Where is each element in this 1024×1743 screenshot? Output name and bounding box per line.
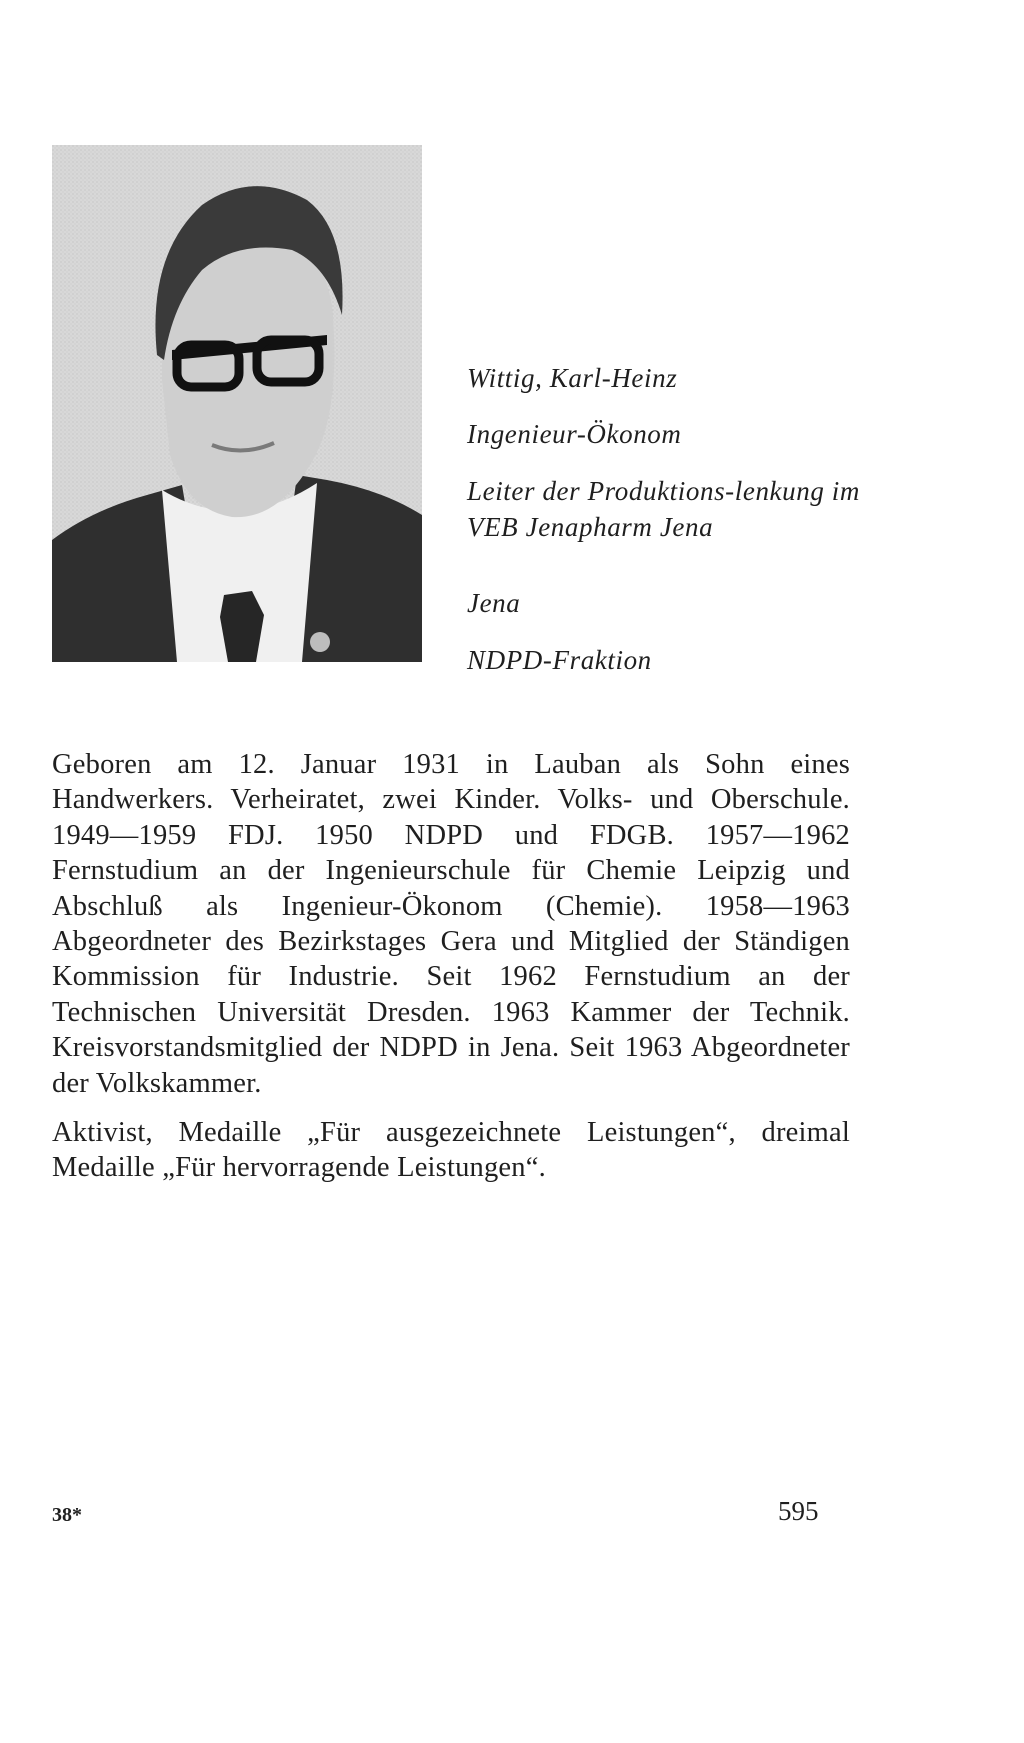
biography-paragraph: Geboren am 12. Januar 1931 in Lauban als Sohn eines Handwerkers. Verheiratet, zwei Kinder. Volks- und Oberschule. 1949—1959 FDJ. 1950 NDPD und FDGB. 1957—1962 Fernstudium an der Ingenieurschule für Chemie Leipzig und Abschluß als Ingenieur-Ökonom (Chemie). 1958—1963 Abgeordneter des Bezirkstages Gera und Mitglied der Ständigen Kommission für Industrie. Seit 1962 Fernstudium an der Technischen Universität Dresden. 1963 Kammer der Technik. Kreisvorstandsmitglied der NDPD in Jena. Seit 1963 Abgeordneter der Volkskammer.: [52, 749, 850, 1099]
portrait-photo: [52, 145, 422, 662]
person-place: Jena: [467, 588, 521, 618]
page-number: 595: [778, 1496, 819, 1526]
person-faction: NDPD-Fraktion: [467, 645, 652, 675]
person-name: Wittig, Karl-Heinz: [467, 363, 678, 393]
biography: [52, 747, 850, 1186]
person-title: Ingenieur-Ökonom: [467, 419, 682, 449]
person-position: Leiter der Produktions-lenkung im VEB Jenapharm Jena: [467, 476, 860, 542]
signature-mark: 38*: [52, 1504, 82, 1526]
awards-paragraph: Aktivist, Medaille „Für ausgezeichnete Leistungen“, dreimal Medaille „Für hervorragende Leistungen“.: [52, 1117, 850, 1184]
